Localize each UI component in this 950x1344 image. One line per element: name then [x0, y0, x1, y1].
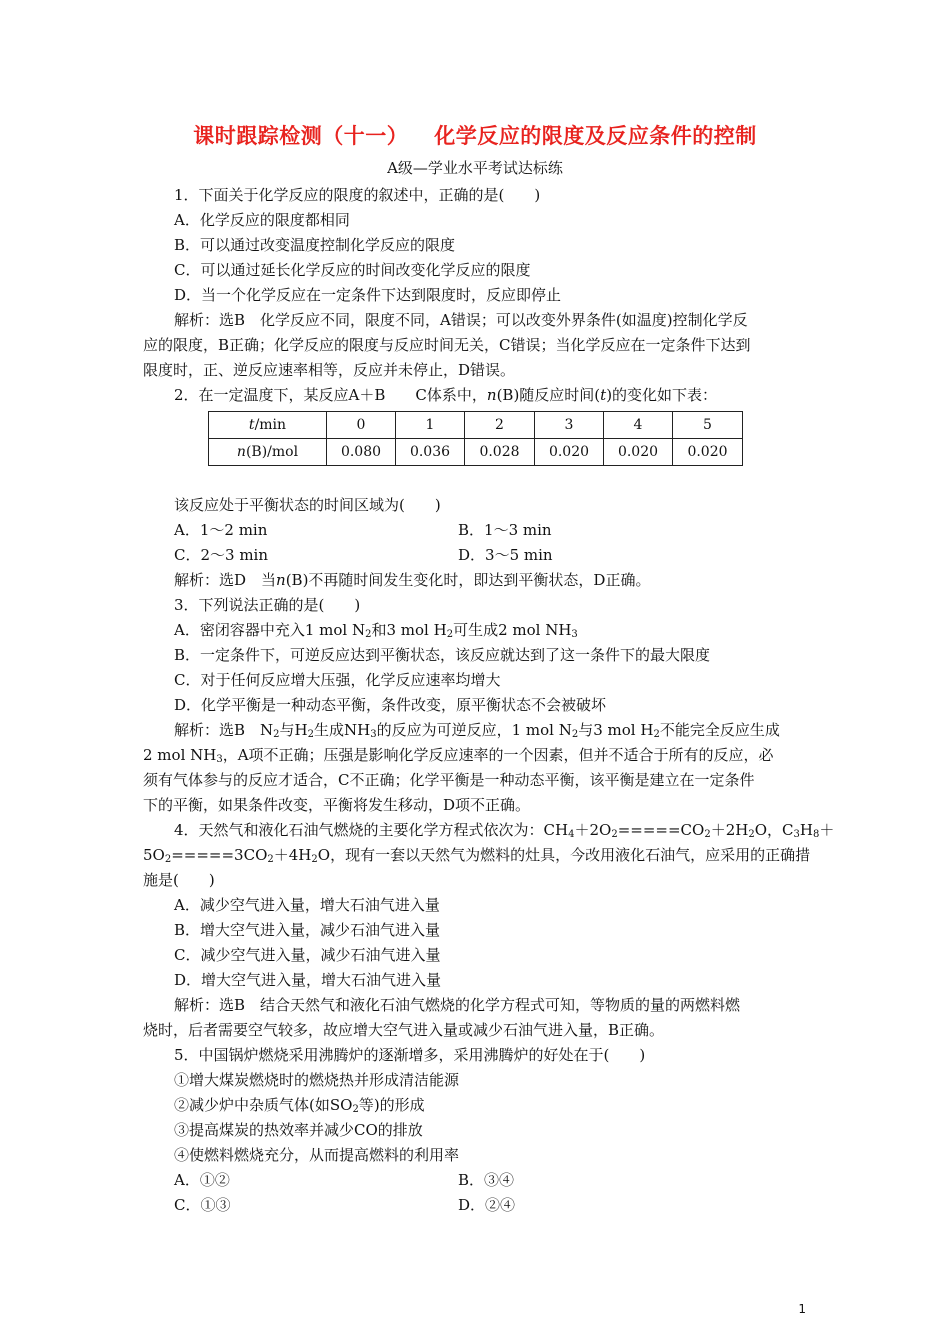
table-row: [209, 439, 743, 466]
q5-item-2: ②减少炉中杂质气体(如$SO_2$等)的形成: [174, 1096, 425, 1115]
q4-stem-3: 施是( ): [143, 871, 215, 889]
q3-analysis-3: 须有气体参与的反应才适合，C不正确；化学平衡是一种动态平衡，该平衡是建立在一定条件: [143, 771, 755, 789]
q1-option-b: B．可以通过改变温度控制化学反应的限度: [174, 236, 456, 254]
q1-analysis-2: 应的限度，B正确；化学反应的限度与反应时间无关，C错误；当化学反应在一定条件下达到: [143, 336, 751, 354]
table-row: [209, 412, 743, 439]
q3-stem: 3．下列说法正确的是( ): [174, 596, 361, 614]
q4-analysis-1: 解析：选B 结合天然气和液化石油气燃烧的化学方程式可知，等物质的量的两燃料燃: [174, 996, 741, 1014]
table-cell: 0.020: [535, 439, 604, 466]
table-cell: 3: [535, 412, 604, 439]
table-cell: 5: [673, 412, 743, 439]
q3-analysis-1: 解析：选B $N_2$与$H_2$生成$NH_3$的反应为可逆反应，1 mol $N_2$与3 mol $H_2$不能完全反应生成: [174, 721, 780, 740]
q4-option-d: D．增大空气进入量，增大石油气进入量: [174, 971, 442, 989]
table-cell: 0.028: [465, 439, 535, 466]
q2-option-a: A．1～2 min: [174, 521, 268, 539]
q5-stem: 5．中国锅炉燃烧采用沸腾炉的逐渐增多，采用沸腾炉的好处在于( ): [174, 1046, 646, 1064]
q4-option-c: C．减少空气进入量，减少石油气进入量: [174, 946, 441, 964]
section-subtitle: A级—学业水平考试达标练: [387, 159, 563, 177]
table-header-cell: t/min: [209, 412, 327, 439]
page-number: 1: [798, 1302, 806, 1316]
q1-stem: 1．下面关于化学反应的限度的叙述中，正确的是( ): [174, 186, 541, 204]
table-cell: 0.080: [327, 439, 396, 466]
q5-item-4: ④使燃料燃烧充分，从而提高燃料的利用率: [174, 1146, 460, 1164]
table-cell: 2: [465, 412, 535, 439]
q4-analysis-2: 烧时，后者需要空气较多，故应增大空气进入量或减少石油气进入量，B正确。: [143, 1021, 665, 1039]
q3-analysis-2: 2 mol $NH_3$，A项不正确；压强是影响化学反应速率的一个因素，但并不适合于所有的反应，必: [143, 746, 774, 765]
q5-option-d: D．②④: [458, 1196, 516, 1214]
q3-option-d: D．化学平衡是一种动态平衡，条件改变，原平衡状态不会被破坏: [174, 696, 607, 714]
q5-item-3: ③提高煤炭的热效率并减少CO的排放: [174, 1121, 423, 1139]
q2-analysis: 解析：选D 当n(B)不再随时间发生变化时，即达到平衡状态，D正确。: [174, 571, 651, 589]
q1-analysis-1: 解析：选B 化学反应不同，限度不同，A错误；可以改变外界条件(如温度)控制化学反: [174, 311, 748, 329]
q1-option-c: C．可以通过延长化学反应的时间改变化学反应的限度: [174, 261, 531, 279]
table-cell: 4: [604, 412, 673, 439]
q5-option-b: B．③④: [458, 1171, 515, 1189]
table-header-cell: n(B)/mol: [209, 439, 327, 466]
q3-option-c: C．对于任何反应增大压强，化学反应速率均增大: [174, 671, 501, 689]
table-cell: 0.020: [673, 439, 743, 466]
q5-option-c: C．①③: [174, 1196, 231, 1214]
q4-option-a: A．减少空气进入量，增大石油气进入量: [174, 896, 440, 914]
q1-analysis-3: 限度时，正、逆反应速率相等，反应并未停止，D错误。: [143, 361, 516, 379]
data-table: [208, 411, 743, 466]
q2-option-d: D．3～5 min: [458, 546, 553, 564]
q4-stem-1: 4．天然气和液化石油气燃烧的主要化学方程式依次为：$CH_4+2O_2=====CO_2+2H_2O$，$C_3H_8+$: [174, 821, 835, 840]
q3-option-b: B．一定条件下，可逆反应达到平衡状态，该反应就达到了这一条件下的最大限度: [174, 646, 711, 664]
q2-stem: 2．在一定温度下，某反应A＋B C体系中，n(B)随反应时间(t)的变化如下表：: [174, 386, 718, 404]
page-title: [0, 120, 950, 150]
table-cell: 0.036: [396, 439, 465, 466]
q5-option-a: A．①②: [174, 1171, 230, 1189]
q4-option-b: B．增大空气进入量，减少石油气进入量: [174, 921, 441, 939]
table-cell: 0.020: [604, 439, 673, 466]
q1-option-d: D．当一个化学反应在一定条件下达到限度时，反应即停止: [174, 286, 562, 304]
table-cell: 1: [396, 412, 465, 439]
q3-analysis-4: 下的平衡，如果条件改变，平衡将发生移动，D项不正确。: [143, 796, 531, 814]
title-part-1: 课时跟踪检测（十一）: [193, 124, 409, 148]
q2-option-b: B．1～3 min: [458, 521, 552, 539]
table-cell: 0: [327, 412, 396, 439]
title-part-2: 化学反应的限度及反应条件的控制: [434, 124, 757, 148]
q1-option-a: A．化学反应的限度都相同: [174, 211, 350, 229]
q4-stem-2: $5O_2=====3CO_2+4H_2O$，现有一套以天然气为燃料的灶具，今改用液化石油气，应采用的正确措: [143, 846, 811, 865]
q3-option-a: A．密闭容器中充入1 mol $N_2$和3 mol $H_2$可生成2 mol $NH_3$: [174, 621, 578, 640]
q2-question: 该反应处于平衡状态的时间区域为( ): [174, 496, 441, 514]
q2-option-c: C．2～3 min: [174, 546, 269, 564]
q5-item-1: ①增大煤炭燃烧时的燃烧热并形成清洁能源: [174, 1071, 460, 1089]
